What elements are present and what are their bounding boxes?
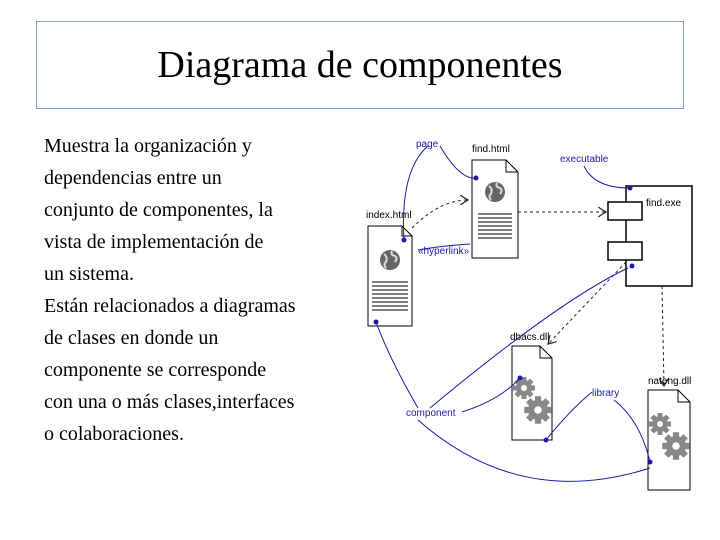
- body-line: o colaboraciones.: [44, 423, 184, 445]
- label-component: component: [406, 408, 456, 419]
- connector-dot: [518, 376, 523, 381]
- note-line-page-find: [440, 146, 476, 178]
- body-line: vista de implementación de: [44, 231, 264, 253]
- label-find-html: find.html: [472, 144, 510, 155]
- dependency-arrow-index-to-find: [412, 200, 468, 228]
- connector-dot: [628, 186, 633, 191]
- body-line: Muestra la organización y: [44, 135, 252, 157]
- connector-dot: [648, 460, 653, 465]
- connector-dot: [402, 238, 407, 243]
- label-hyperlink: «hyperlink»: [418, 246, 470, 257]
- body-line: dependencias entre un: [44, 167, 222, 189]
- note-line-executable: [584, 166, 630, 188]
- dependency-arrow-exe-to-dbacs: [548, 262, 626, 344]
- label-dbacs-dll: dbacs.dll: [510, 332, 550, 343]
- connector-dot: [544, 438, 549, 443]
- label-executable: executable: [560, 154, 609, 165]
- nateng-dll-library-icon: [648, 390, 690, 490]
- dependency-arrow-exe-to-nateng: [662, 286, 664, 386]
- dbacs-dll-library-icon: [512, 346, 552, 440]
- body-line: con una o más clases,interfaces: [44, 391, 295, 413]
- body-line: un sistema.: [44, 263, 134, 285]
- body-line: de clases en donde un: [44, 327, 219, 349]
- label-library: library: [592, 388, 620, 399]
- label-index-html: index.html: [366, 210, 412, 221]
- title-box: [36, 21, 684, 109]
- body-line: conjunto de componentes, la: [44, 199, 273, 221]
- note-line-component-index: [376, 322, 418, 408]
- label-nateng-dll: nateng.dll: [648, 376, 692, 387]
- label-find-exe: find.exe: [646, 198, 682, 209]
- note-line-library-dbacs: [546, 392, 592, 440]
- find-html-document-icon: [472, 160, 518, 258]
- note-line-component-dbacs: [462, 378, 520, 412]
- label-page: page: [416, 139, 439, 150]
- connector-dot: [374, 320, 379, 325]
- body-text: [44, 130, 354, 450]
- slide-title: Diagrama de componentes: [157, 44, 563, 86]
- note-line-library-nateng: [614, 400, 650, 462]
- connector-dot: [474, 176, 479, 181]
- connector-dot: [630, 264, 635, 269]
- body-line: Están relacionados a diagramas: [44, 295, 296, 317]
- body-line: componente se corresponde: [44, 359, 267, 381]
- note-line-page-index: [404, 146, 429, 240]
- component-diagram: [360, 126, 700, 496]
